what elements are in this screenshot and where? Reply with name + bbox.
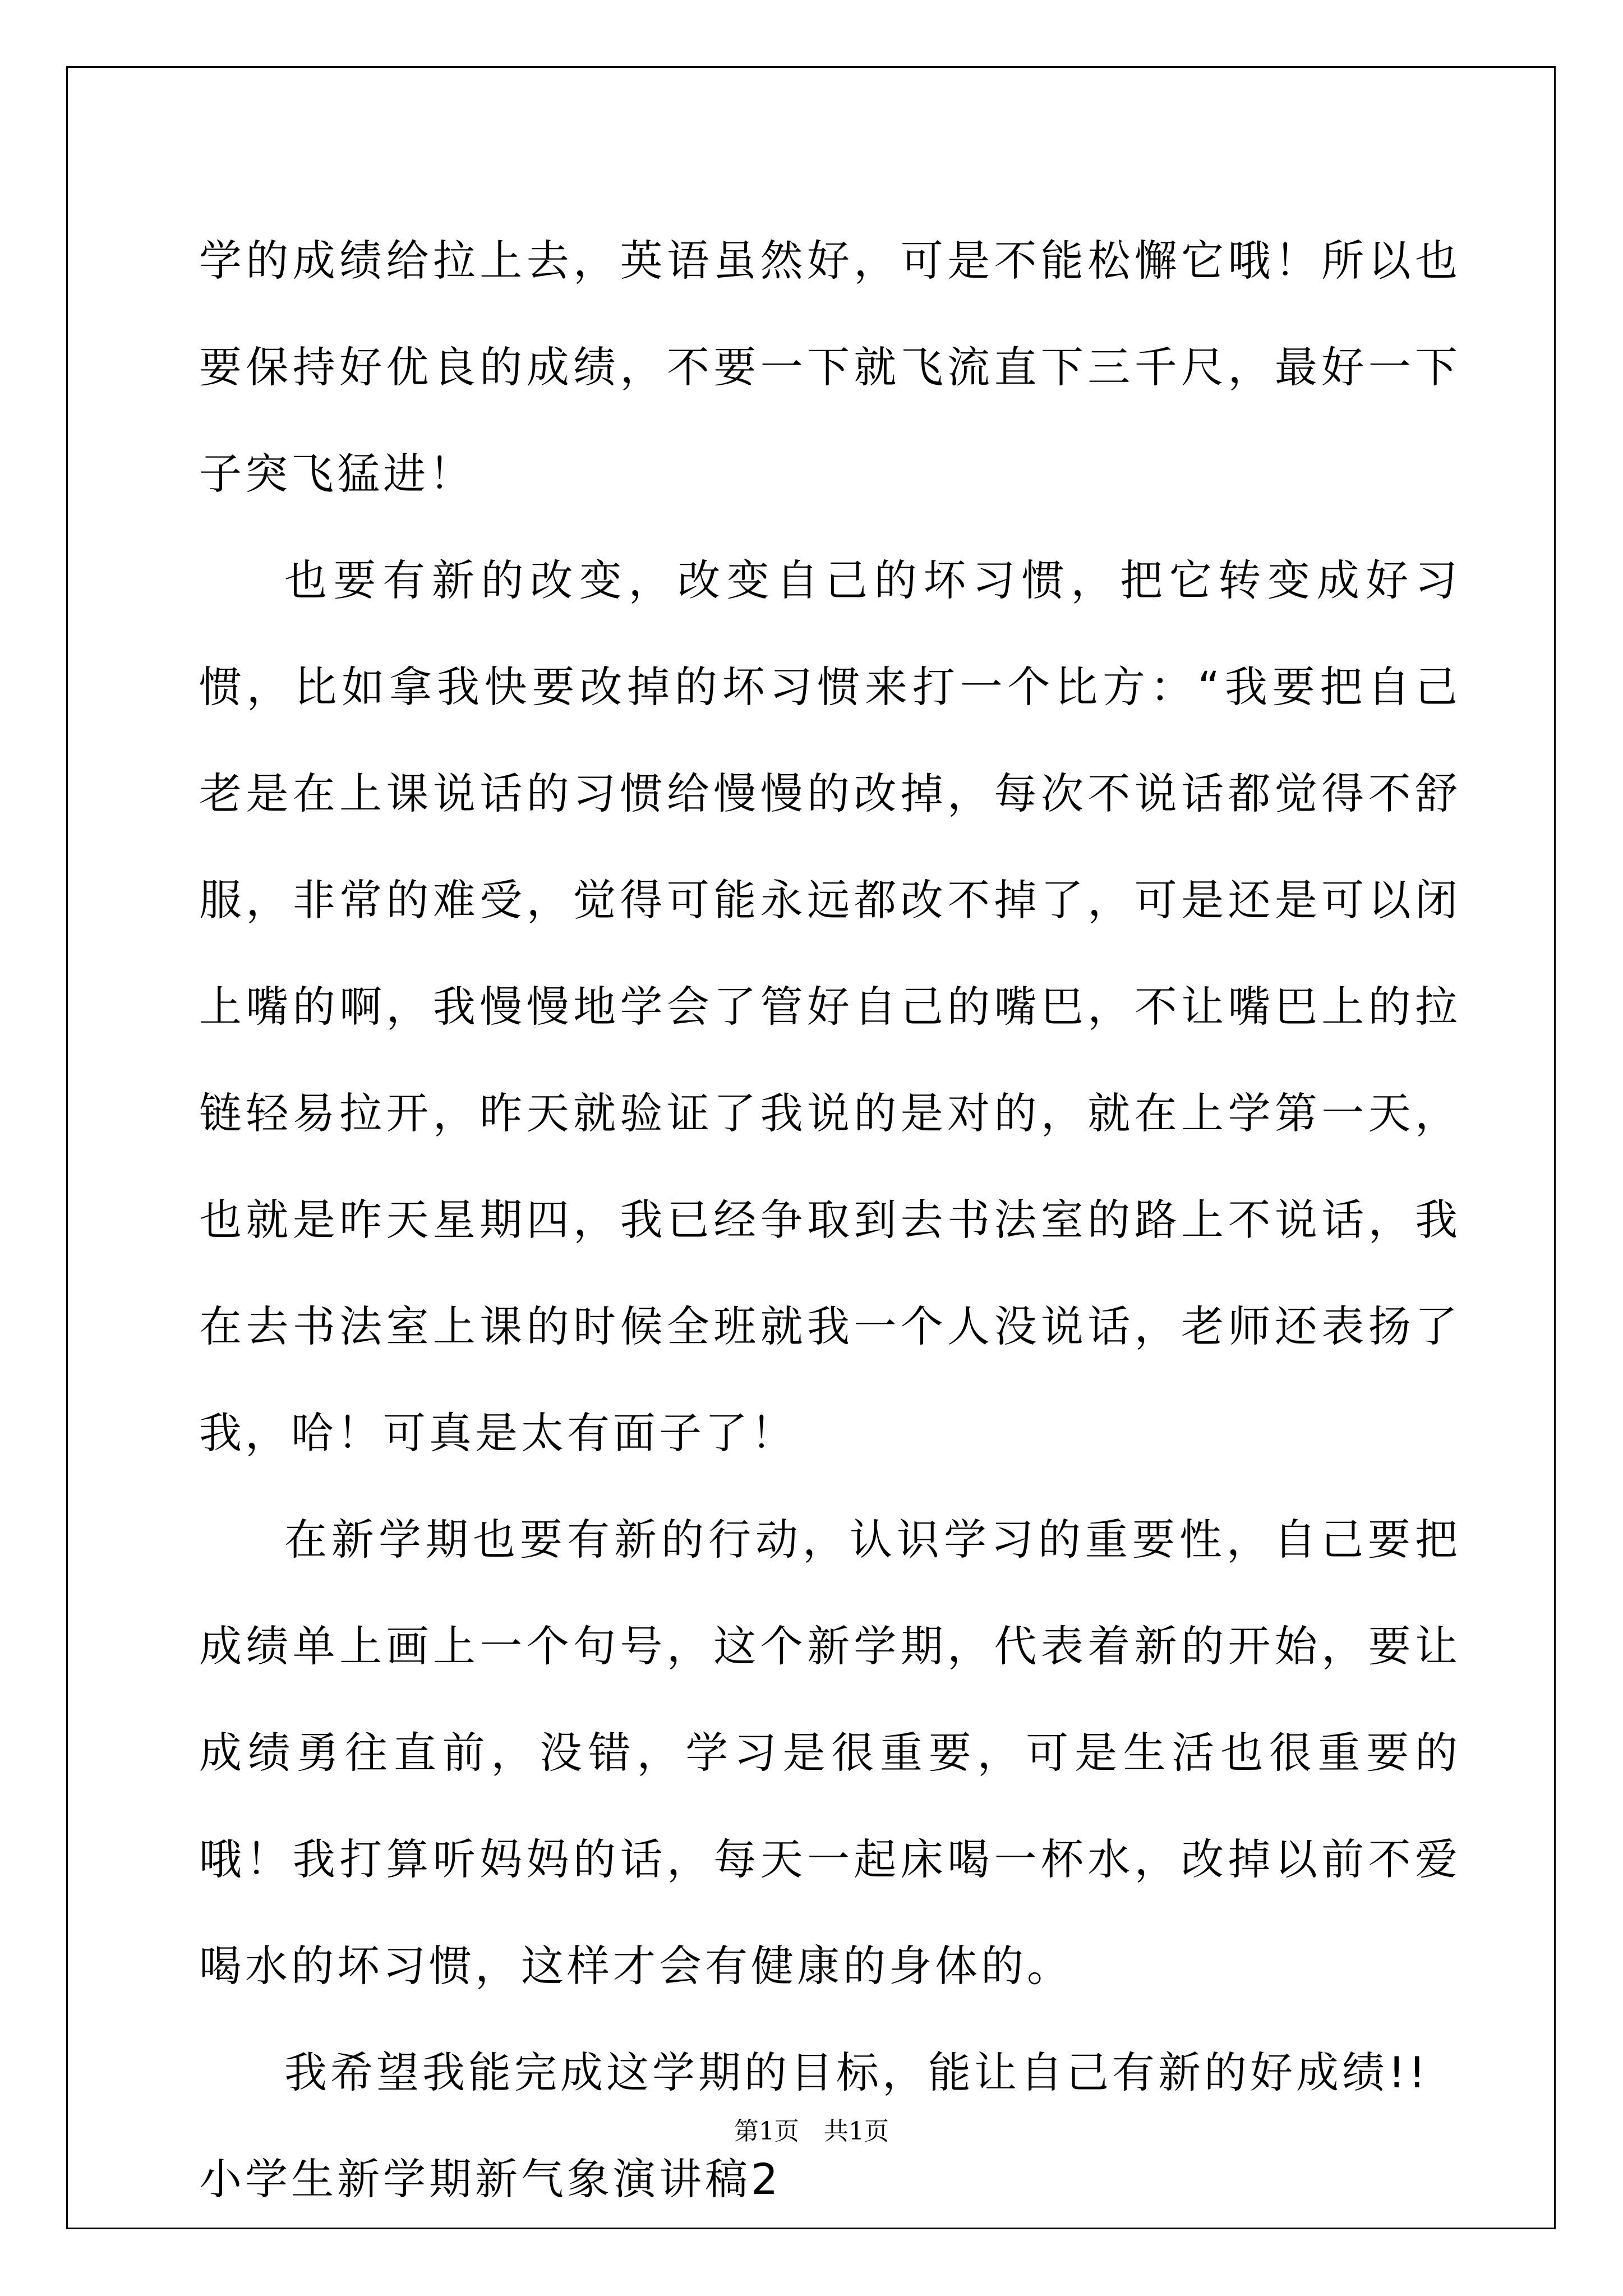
paragraph-1: 学的成绩给拉上去，英语虽然好，可是不能松懈它哦！所以也要保持好优良的成绩，不要一下就飞流直下三千尺，最好一下子突飞猛进！: [199, 236, 1461, 499]
page-footer: [0, 2115, 1623, 2148]
paragraph-2: 也要有新的改变，改变自己的坏习惯，把它转变成好习惯，比如拿我快要改掉的坏习惯来打一个比方：“我要把自己老是在上课说话的习惯给慢慢的改掉，每次不说话都觉得不舒服，非常的难受，觉得可能永远都改不掉了，可是还是可以闭上嘴的啊，我慢慢地学会了管好自己的嘴巴，不让嘴巴上的拉链轻易拉开，昨天就验证了我说的是对的，就在上学第一天，也就是昨天星期四，我已经争取到去书法室的路上不说话，我在去书法室上课的时候全班就我一个人没说话，老师还表扬了我，哈！可真是太有面子了！: [199, 555, 1461, 1458]
paragraph-3: 在新学期也要有新的行动，认识学习的重要性，自己要把成绩单上画上一个句号，这个新学期，代表着新的开始，要让成绩勇往直前，没错，学习是很重要，可是生活也很重要的哦！我打算听妈妈的话，每天一起床喝一杯水，改掉以前不爱喝水的坏习惯，这样才会有健康的身体的。: [199, 1515, 1461, 1991]
page-number-label: 第1页 共1页: [734, 2117, 889, 2146]
document-body: [199, 208, 1461, 2233]
section-heading: 小学生新学期新气象演讲稿2: [199, 2154, 782, 2204]
paragraph-4: 我希望我能完成这学期的目标，能让自己有新的好成绩!!: [284, 2047, 1429, 2097]
